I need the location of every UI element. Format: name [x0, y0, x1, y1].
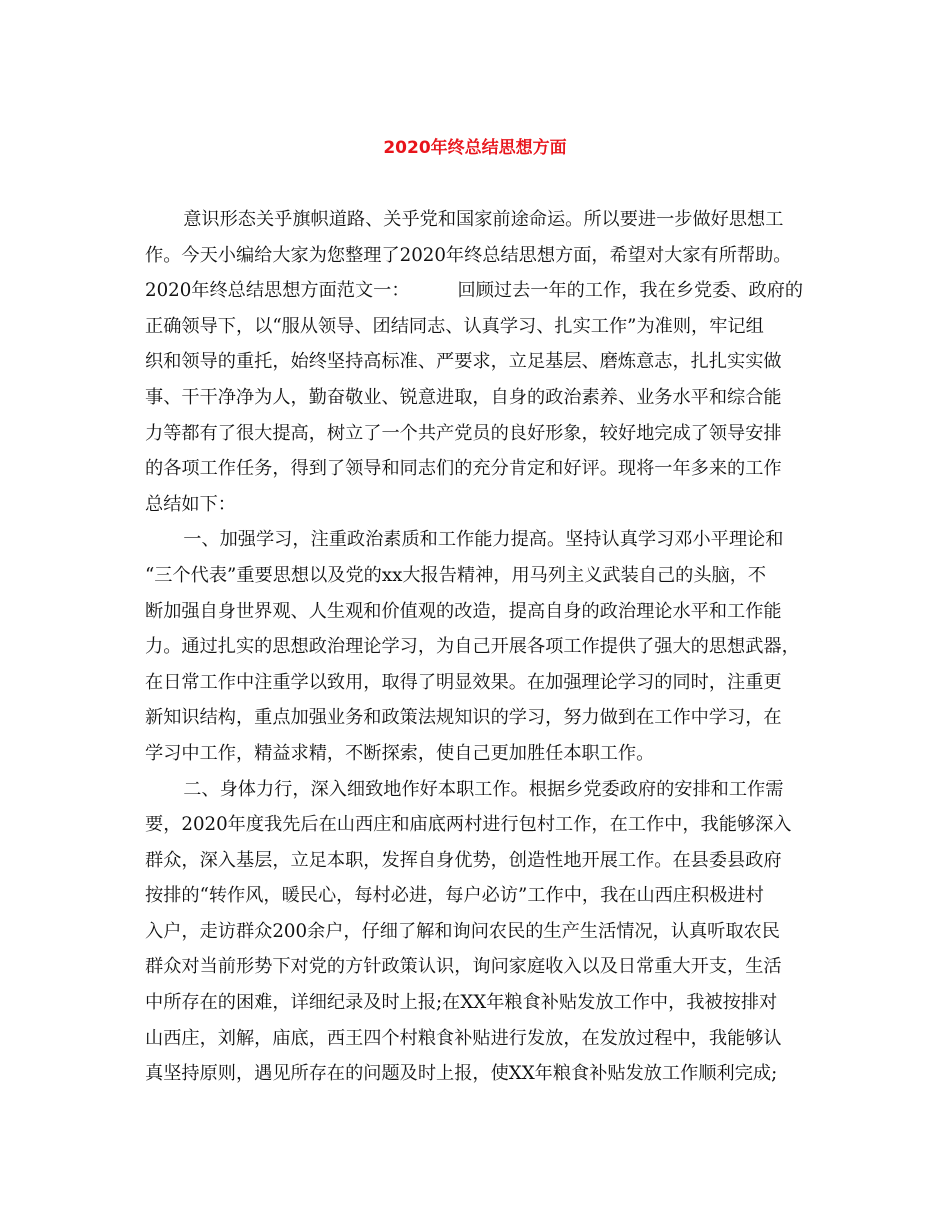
text-line	[145, 273, 805, 309]
text-line: 二、身体力行，深入细致地作好本职工作。根据乡党委政府的安排和工作需	[183, 778, 784, 800]
text-line: 力。通过扎实的思想政治理论学习，为自己开展各项工作提供了强大的思想武器，	[145, 636, 800, 658]
text-line: 正确领导下，以“服从领导、团结同志、认真学习、扎实工作”为准则，牢记组	[145, 315, 764, 337]
text-line: 力等都有了很大提高，树立了一个共产党员的良好形象，较好地完成了领导安排	[145, 422, 782, 444]
document-body	[145, 202, 805, 1092]
sample-heading: 2020年终总结思想方面范文一：	[145, 280, 410, 302]
text-line: 群众，深入基层，立足本职，发挥自身优势，创造性地开展工作。在县委县政府	[145, 849, 782, 871]
text-line: 事、干干净净为人，勤奋敬业、锐意进取，自身的政治素养、业务水平和综合能	[145, 386, 782, 408]
text-line: 中所存在的困难，详细纪录及时上报;在XX年粮食补贴发放工作中，我被按排对	[145, 992, 778, 1014]
paragraph-work	[145, 772, 805, 1092]
text-line: 山西庄，刘解，庙底，西王四个村粮食补贴进行发放，在发放过程中，我能够认	[145, 1027, 782, 1049]
text-line: 群众对当前形势下对党的方针政策认识，询问家庭收入以及日常重大开支，生活	[145, 956, 782, 978]
paragraph-study	[145, 522, 805, 771]
text-line: 作。今天小编给大家为您整理了2020年终总结思想方面，希望对大家有所帮助。	[145, 244, 792, 266]
text-line: “三个代表”重要思想以及党的xx大报告精神，用马列主义武装自己的头脑，不	[145, 564, 767, 586]
text-line: 织和领导的重托，始终坚持高标准、严要求，立足基层、磨炼意志，扎扎实实做	[145, 351, 782, 373]
document-title: 2020年终总结思想方面	[383, 138, 567, 158]
text-line: 断加强自身世界观、人生观和价值观的改造，提高自身的政治理论水平和工作能	[145, 600, 782, 622]
text-line: 学习中工作，精益求精，不断探索，使自己更加胜任本职工作。	[145, 742, 655, 764]
text-line: 入户，走访群众200余户，仔细了解和询问农民的生产生活情况，认真听取农民	[145, 920, 780, 942]
text-line: 按排的“转作风，暖民心，每村必进，每户必访”工作中，我在山西庄积极进村	[145, 885, 764, 907]
text-line: 在日常工作中注重学以致用，取得了明显效果。在加强理论学习的同时，注重更	[145, 671, 782, 693]
text-line: 一、加强学习，注重政治素质和工作能力提高。坚持认真学习邓小平理论和	[183, 529, 784, 551]
paragraph-intro	[145, 202, 805, 522]
text-line: 意识形态关乎旗帜道路、关乎党和国家前途命运。所以要进一步做好思想工	[183, 209, 784, 230]
text-line: 要，2020年度我先后在山西庄和庙底两村进行包村工作，在工作中，我能够深入	[145, 814, 792, 836]
text-line: 真坚持原则，遇见所存在的问题及时上报，使XX年粮食补贴发放工作顺利完成;	[145, 1063, 778, 1085]
text-line: 的各项工作任务，得到了领导和同志们的充分肯定和好评。现将一年多来的工作	[145, 458, 782, 480]
text-line: 总结如下：	[145, 493, 236, 515]
text-line-tail: 回顾过去一年的工作，我在乡党委、政府的	[457, 280, 804, 302]
text-line: 新知识结构，重点加强业务和政策法规知识的学习，努力做到在工作中学习，在	[145, 707, 782, 729]
